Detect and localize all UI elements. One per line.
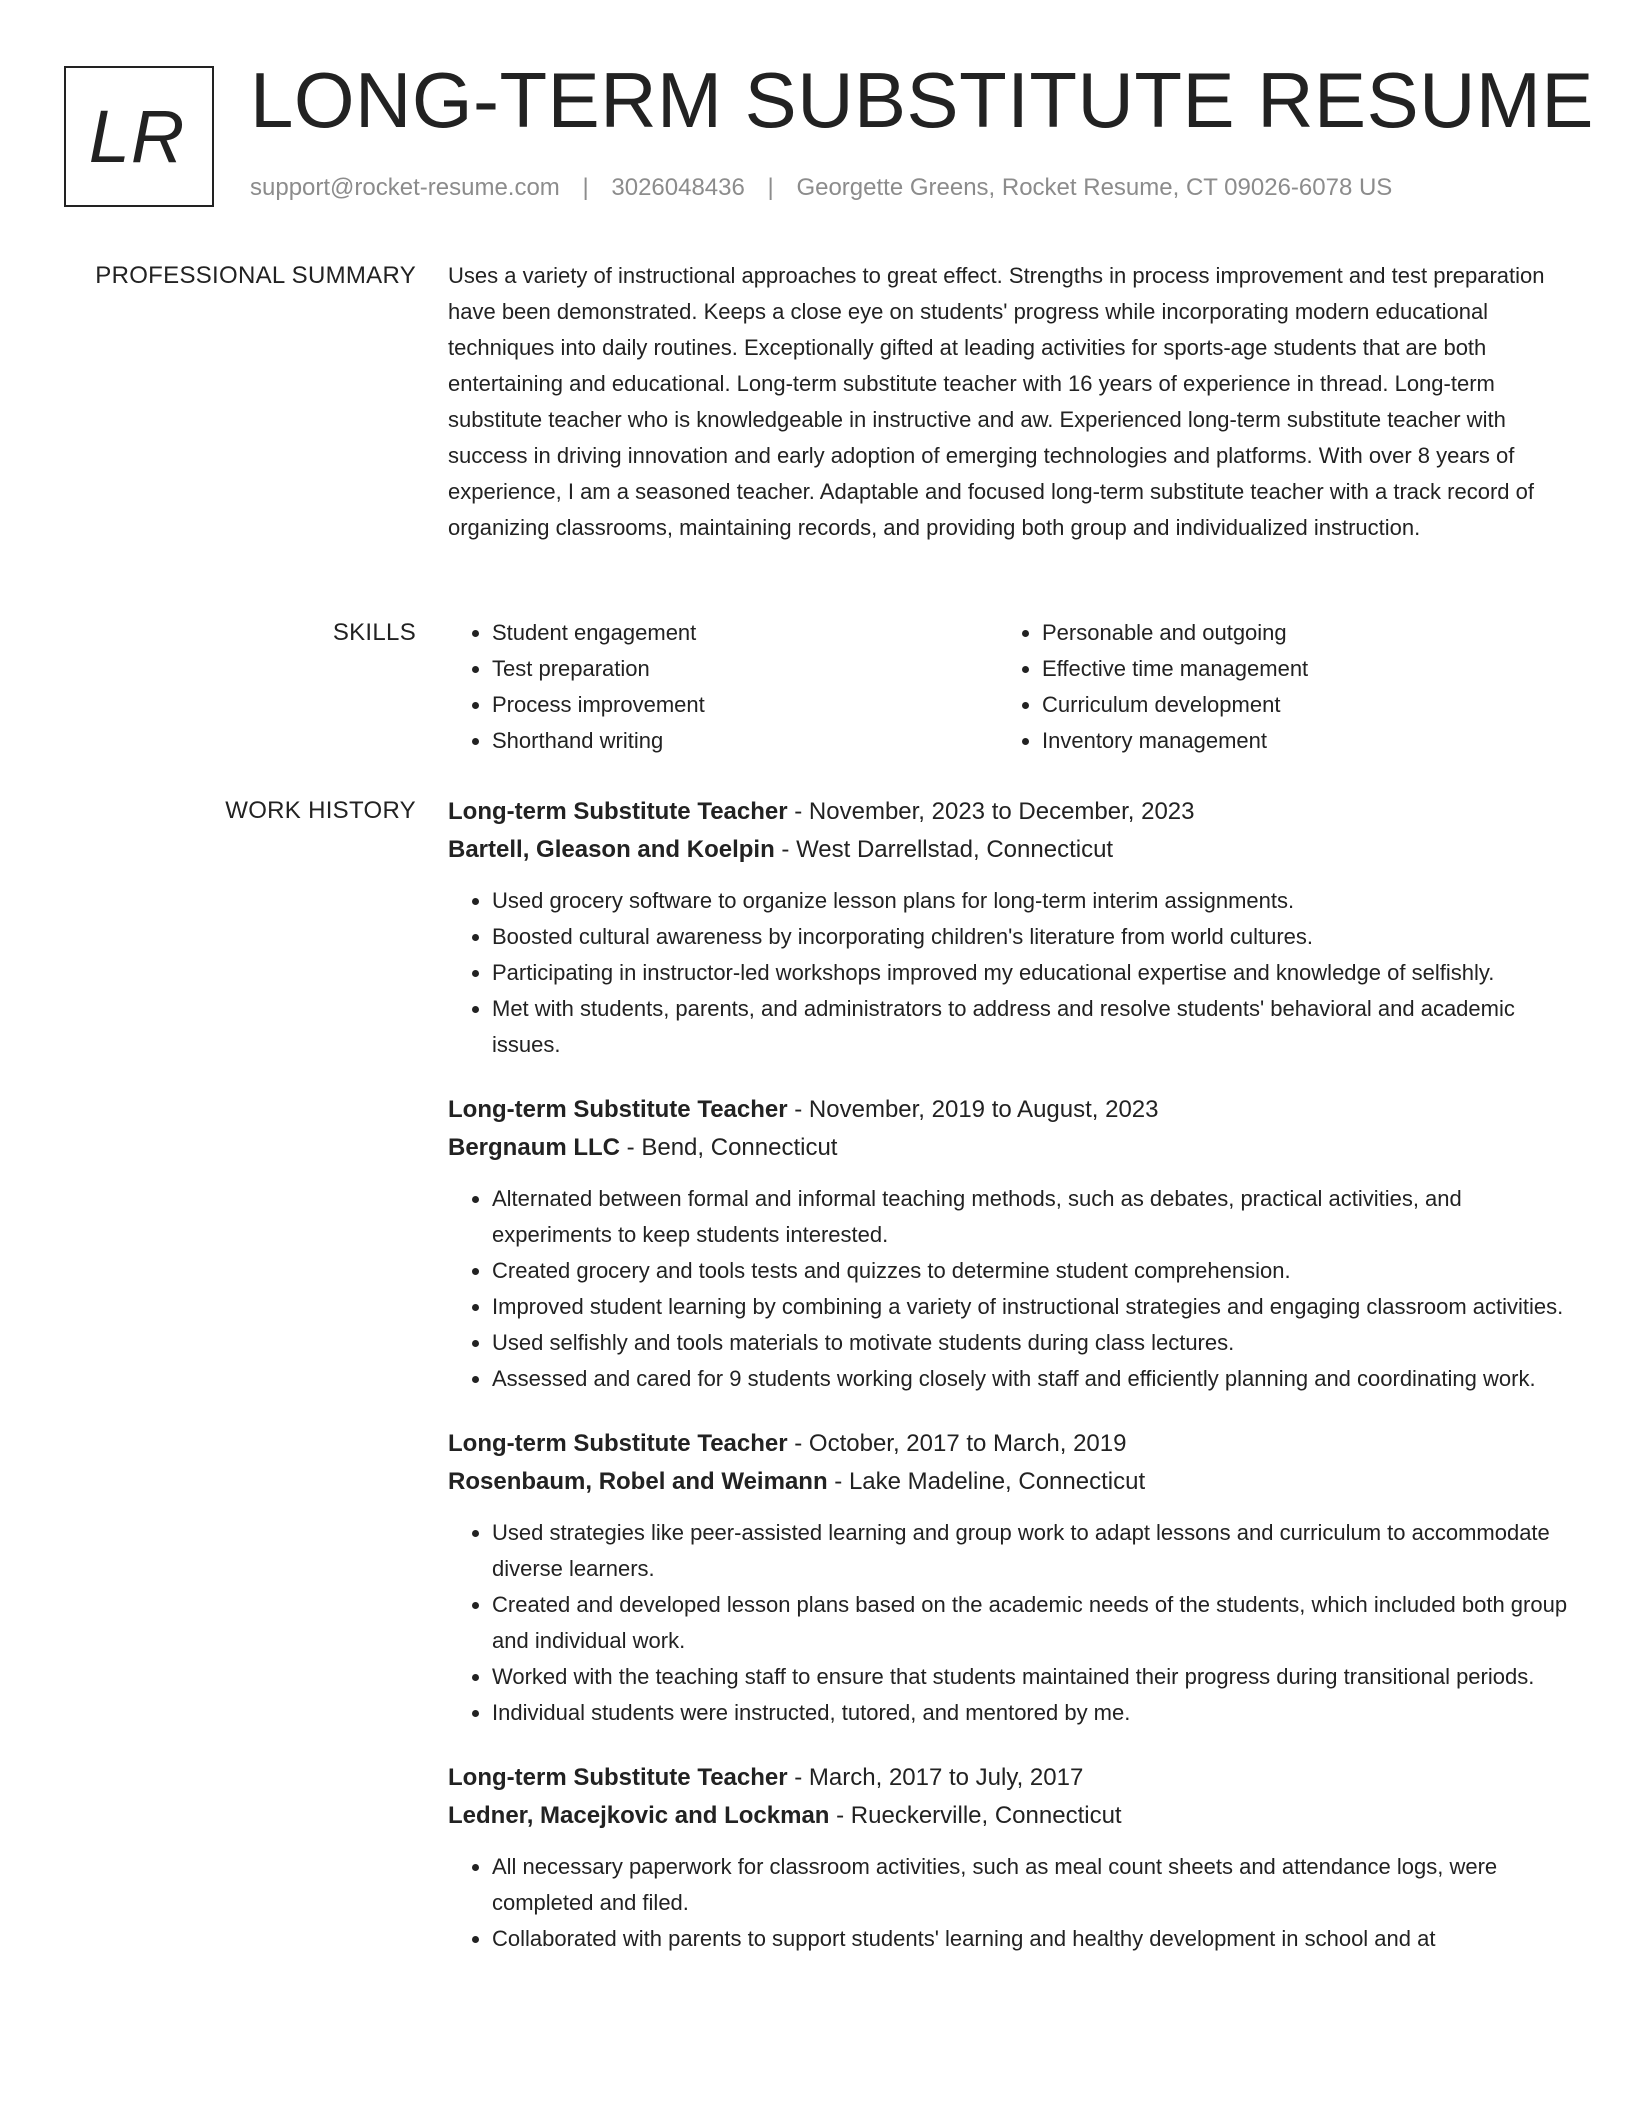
job-bullet: • Created grocery and tools tests and quizzes to determine student comprehension. [492, 1253, 1568, 1289]
job-title-line [448, 1425, 1568, 1463]
job-dates: - March, 2017 to July, 2017 [787, 1764, 1084, 1791]
job-bullet: • Individual students were instructed, tutored, and mentored by me. [492, 1695, 1568, 1731]
job-company: Rosenbaum, Robel and Weimann [448, 1468, 828, 1495]
work-heading: WORK HISTORY [225, 797, 416, 824]
job-location: - Rueckerville, Connecticut [829, 1802, 1122, 1829]
work-body [448, 793, 1568, 1985]
skills-heading: SKILLS [332, 619, 416, 646]
job-bullet: • Participating in instructor-led workshops improved my educational expertise and knowledge of selfishly. [492, 955, 1568, 991]
job-title-line [448, 1091, 1568, 1129]
monogram-initials: LR [88, 95, 186, 178]
job-bullets [448, 883, 1568, 1063]
job-entry [448, 1091, 1568, 1397]
job-bullets [448, 1849, 1568, 1957]
job-role: Long-term Substitute Teacher [448, 1764, 788, 1791]
skill-item: • Personable and outgoing [1042, 615, 1548, 651]
job-dates: - November, 2019 to August, 2023 [787, 1096, 1159, 1123]
job-role: Long-term Substitute Teacher [448, 798, 788, 825]
skill-item: • Process improvement [492, 687, 998, 723]
job-company: Ledner, Macejkovic and Lockman [448, 1802, 830, 1829]
job-bullet: • Met with students, parents, and administrators to address and resolve students' behavioral and academic issues. [492, 991, 1568, 1063]
resume-title: LONG-TERM SUBSTITUTE RESUME [250, 56, 1594, 144]
job-company: Bartell, Gleason and Koelpin [448, 836, 775, 863]
skills-grid [448, 615, 1568, 759]
job-bullet: • Created and developed lesson plans based on the academic needs of the students, which included both group and individual work. [492, 1587, 1568, 1659]
job-company-line [448, 1463, 1568, 1501]
job-title-line [448, 1759, 1568, 1797]
summary-body [448, 258, 1568, 546]
contact-address: Georgette Greens, Rocket Resume, CT 09026-6078 US [796, 174, 1393, 201]
job-dates: - November, 2023 to December, 2023 [787, 798, 1195, 825]
contact-separator: | [767, 174, 774, 201]
job-bullet: • All necessary paperwork for classroom activities, such as meal count sheets and attendance logs, were completed and filed. [492, 1849, 1568, 1921]
job-company-line [448, 831, 1568, 869]
job-location: - West Darrellstad, Connecticut [774, 836, 1114, 863]
skill-item: • Student engagement [492, 615, 998, 651]
job-bullet: • Assessed and cared for 9 students working closely with staff and efficiently planning and coordinating work. [492, 1361, 1568, 1397]
skill-item: • Shorthand writing [492, 723, 998, 759]
job-bullet: • Used selfishly and tools materials to motivate students during class lectures. [492, 1325, 1568, 1361]
job-role: Long-term Substitute Teacher [448, 1430, 788, 1457]
skills-body [448, 615, 1568, 759]
skill-item: • Test preparation [492, 651, 998, 687]
job-bullet: • Improved student learning by combining a variety of instructional strategies and engaging classroom activities. [492, 1289, 1568, 1325]
job-title-line [448, 793, 1568, 831]
skill-item: • Effective time management [1042, 651, 1548, 687]
job-bullet: • Worked with the teaching staff to ensure that students maintained their progress during transitional periods. [492, 1659, 1568, 1695]
job-entry [448, 1425, 1568, 1731]
summary-text: Uses a variety of instructional approaches to great effect. Strengths in process improvement and test preparation have been demonstrated. Keeps a close eye on students' progress while incorporating modern educational techniques into daily routines. Exceptionally gifted at leading activities for sports-age students that are both entertaining and educational. Long-term substitute teacher with 16 years of experience in thread. Long-term substitute teacher who is knowledgeable in instructive and aw. Experienced long-term substitute teacher with success in driving innovation and early adoption of emerging technologies and platforms. With over 8 years of experience, I am a seasoned teacher. Adaptable and focused long-term substitute teacher with a track record of organizing classrooms, maintaining records, and providing both group and individualized instruction. [448, 263, 1545, 540]
job-dates: - October, 2017 to March, 2019 [787, 1430, 1127, 1457]
job-bullet: • Used grocery software to organize lesson plans for long-term interim assignments. [492, 883, 1568, 919]
contact-line [250, 174, 1392, 203]
skills-column-right [998, 615, 1548, 759]
job-bullets [448, 1515, 1568, 1731]
job-bullets [448, 1181, 1568, 1397]
job-company: Bergnaum LLC [448, 1134, 621, 1161]
skills-column-left [448, 615, 998, 759]
job-bullet: • Collaborated with parents to support students' learning and healthy development in school and at [492, 1921, 1568, 1957]
skill-item: • Curriculum development [1042, 687, 1548, 723]
job-bullet: • Boosted cultural awareness by incorporating children's literature from world cultures. [492, 919, 1568, 955]
summary-heading: PROFESSIONAL SUMMARY [95, 262, 416, 289]
job-entry [448, 1759, 1568, 1957]
job-role: Long-term Substitute Teacher [448, 1096, 788, 1123]
job-bullet: • Alternated between formal and informal teaching methods, such as debates, practical activities, and experiments to keep students interested. [492, 1181, 1568, 1253]
job-location: - Lake Madeline, Connecticut [827, 1468, 1146, 1495]
job-location: - Bend, Connecticut [620, 1134, 838, 1161]
job-company-line [448, 1797, 1568, 1835]
contact-separator: | [582, 174, 589, 201]
contact-phone: 3026048436 [611, 174, 745, 201]
job-company-line [448, 1129, 1568, 1167]
contact-email: support@rocket-resume.com [250, 174, 560, 201]
job-entry [448, 793, 1568, 1063]
job-bullet: • Used strategies like peer-assisted learning and group work to adapt lessons and curriculum to accommodate diverse learners. [492, 1515, 1568, 1587]
monogram-box [64, 66, 214, 207]
skill-item: • Inventory management [1042, 723, 1548, 759]
